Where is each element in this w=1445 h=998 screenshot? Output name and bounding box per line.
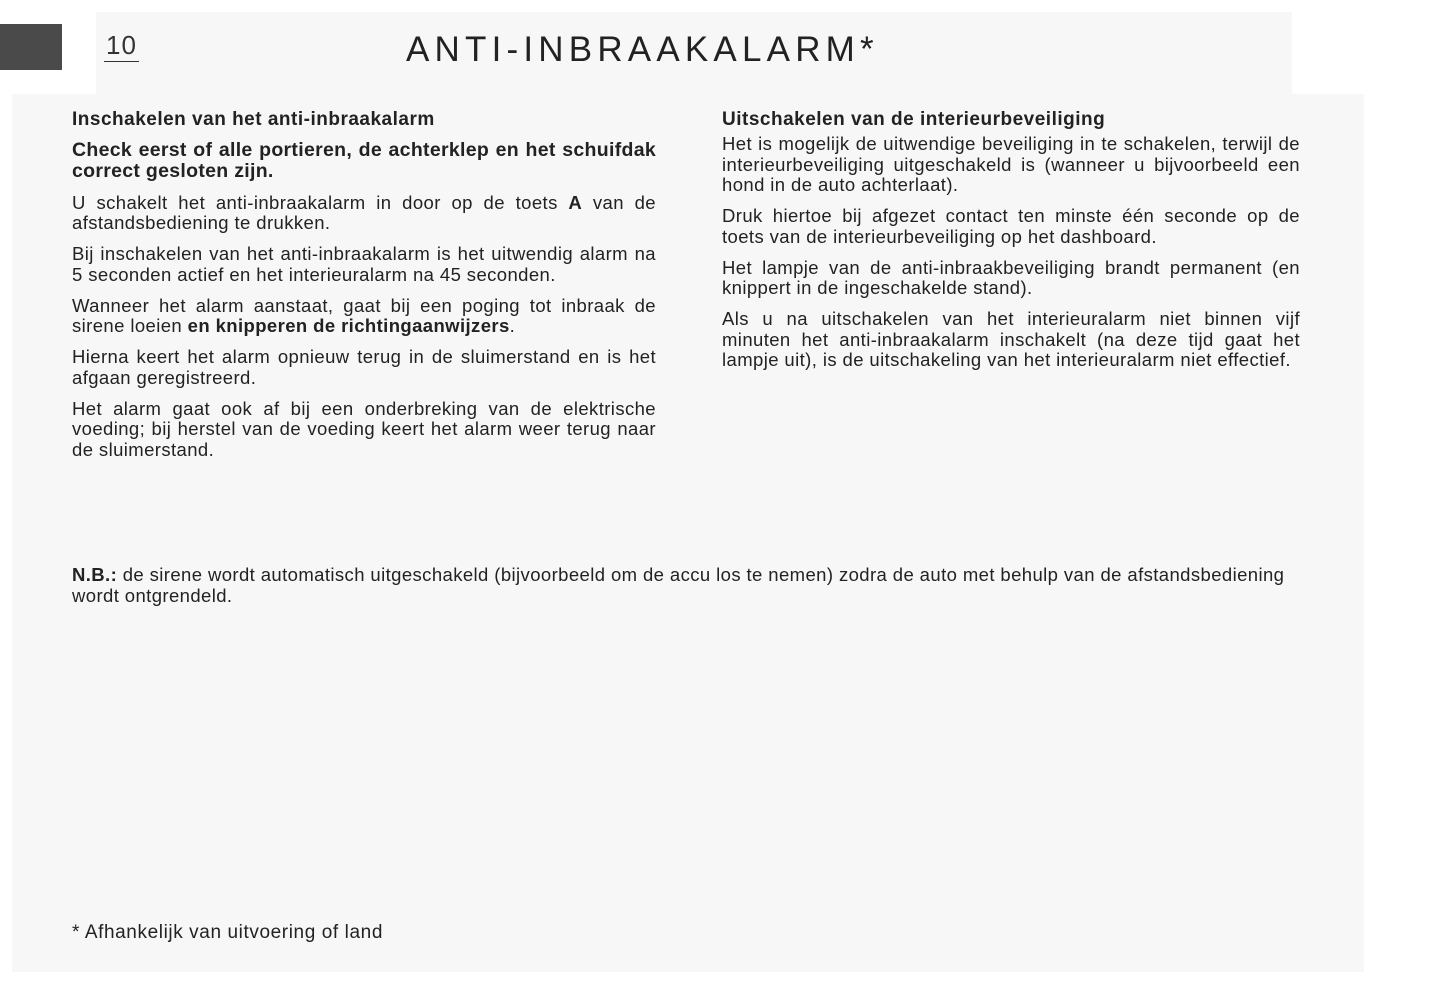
left-paragraph-2: Bij inschakelen van het anti-inbraakalarm is het uitwendig alarm na 5 seconden actief en het interieuralarm na 45 seconden. xyxy=(72,243,656,285)
left-p1-text: U schakelt het anti-inbraakalarm in door op de toets xyxy=(72,191,569,213)
left-paragraph-4: Hierna keert het alarm opnieuw terug in de sluimerstand en is het afgaan geregistreerd. xyxy=(72,346,656,388)
left-paragraph-5: Het alarm gaat ook af bij een onderbreking van de elektrische voeding; bij herstel van de voeding keert het alarm weer terug naar de sluimerstand. xyxy=(72,397,656,460)
left-column xyxy=(72,109,656,471)
left-intro: Check eerst of alle portieren, de achterklep en het schuifdak correct gesloten zijn. xyxy=(72,139,656,182)
right-paragraph-1: Het is mogelijk de uitwendige beveiliging in te schakelen, terwijl de interieurbeveiliging uitgeschakeld is (wanneer u bijvoorbeeld een hond in de auto achterlaat). xyxy=(722,133,1300,195)
left-paragraph-3 xyxy=(72,296,656,337)
left-heading: Inschakelen van het anti-inbraakalarm xyxy=(72,109,435,130)
key-a-label: A xyxy=(568,191,583,213)
left-p3-text: Wanneer het alarm aanstaat, gaat bij een poging tot inbraak de sirene loeien xyxy=(72,294,656,336)
page-number: 10 xyxy=(106,30,137,60)
right-heading: Uitschakelen van de interieurbeveiliging xyxy=(722,109,1106,130)
page-title: ANTI-INBRAAKALARM* xyxy=(406,30,879,69)
note-text: de sirene wordt automatisch uitgeschakeld (bijvoorbeeld om de accu los te nemen) zodra de auto met behulp van de afstandsbediening wordt ontgrendeld. xyxy=(72,564,1285,606)
left-p3-bold: en knipperen de richtingaanwijzers xyxy=(187,315,510,336)
right-paragraph-3: Het lampje van de anti-inbraakbeveiliging brandt permanent (en knippert in de ingeschakelde stand). xyxy=(722,256,1300,298)
left-p3-end: . xyxy=(509,315,516,336)
footnote: * Afhankelijk van uitvoering of land xyxy=(72,922,384,943)
right-paragraph-2: Druk hiertoe bij afgezet contact ten minste één seconde op de toets van de interieurbeveiliging op het dashboard. xyxy=(722,205,1300,247)
left-paragraph-1 xyxy=(72,193,656,234)
section-tab-marker xyxy=(0,24,62,70)
note-paragraph xyxy=(72,564,1300,606)
right-column xyxy=(722,109,1300,381)
left-p1-text-2: van de afstandsbediening te drukken. xyxy=(72,191,656,233)
right-paragraph-4: Als u na uitschakelen van het interieuralarm niet binnen vijf minuten het anti-inbraakalarm inschakelt (na deze tijd gaat het lampje uit), is de uitschakeling van het interieuralarm niet effectief. xyxy=(722,308,1300,370)
note-label: N.B.: xyxy=(72,564,118,585)
